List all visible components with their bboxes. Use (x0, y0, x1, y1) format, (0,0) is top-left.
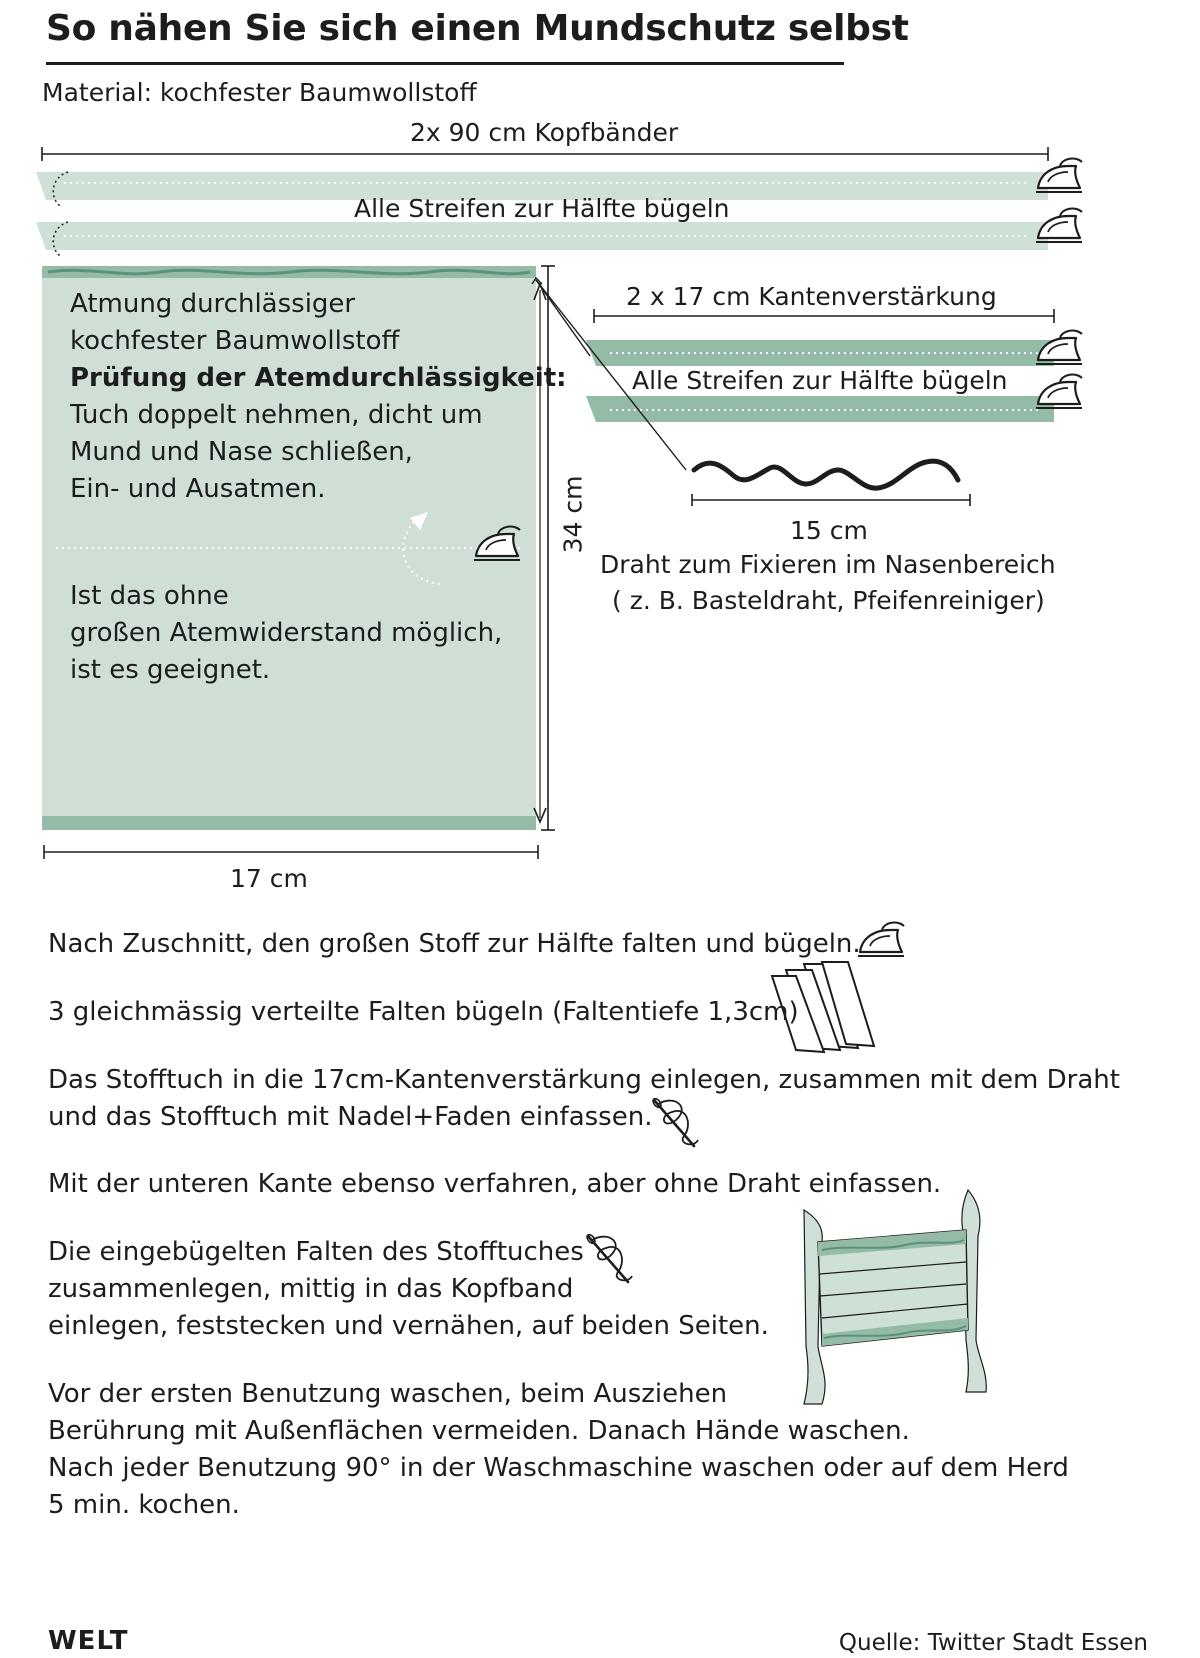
breathability-result: Ist das ohne großen Atemwiderstand möglich, ist es geeignet. (70, 581, 503, 685)
wire-icon (694, 461, 958, 488)
edge-dimension-line (594, 309, 1054, 323)
headband-iron-note: Alle Streifen zur Hälfte bügeln (354, 194, 730, 223)
iron-icon (858, 923, 904, 956)
welt-logo: WELT (48, 1626, 129, 1656)
edge-length-label: 2 x 17 cm Kantenverstärkung (626, 282, 997, 311)
step-pleats: 3 gleichmässig verteilte Falten bügeln (Faltentiefe 1,3cm) (48, 997, 799, 1027)
headband-length-label: 2x 90 cm Kopfbänder (410, 118, 679, 147)
wire-length-label: 15 cm (790, 516, 868, 545)
source-credit: Quelle: Twitter Stadt Essen (838, 1630, 1148, 1656)
headband-strip-2 (36, 222, 1048, 250)
cloth-description: Atmung durchlässiger kochfester Baumwollstoff Prüfung der Atemdurchlässigkeit: Tuch doppelt nehmen, dicht um Mund und Nase schließen, Ein- und Ausatmen. (70, 289, 567, 504)
wire-examples: ( z. B. Basteldraht, Pfeifenreiniger) (612, 586, 1045, 615)
iron-icon (1036, 375, 1082, 408)
page-title: So nähen Sie sich einen Mundschutz selbst (46, 8, 909, 49)
edge-iron-note: Alle Streifen zur Hälfte bügeln (632, 366, 1008, 395)
headband-dimension-line (42, 147, 1048, 161)
iron-icon (1036, 209, 1082, 242)
step-washing: Vor der ersten Benutzung waschen, beim Ausziehen Berührung mit Außenflächen vermeiden. Danach Hände waschen. Nach jeder Benutzung 90° in der Waschmaschine waschen oder auf dem Herd 5 min. kochen. (48, 1379, 1069, 1520)
breathability-test-title: Prüfung der Atemdurchlässigkeit: (70, 363, 567, 393)
width-label: 17 cm (230, 864, 308, 893)
mask-icon (804, 1190, 986, 1404)
height-label: 34 cm (558, 475, 588, 554)
width-dimension-line (44, 845, 538, 859)
step-fold-and-iron: Nach Zuschnitt, den großen Stoff zur Hälfte falten und bügeln. (48, 929, 861, 959)
iron-icon (1036, 331, 1082, 364)
iron-icon (1036, 159, 1082, 192)
edge-strip-2 (586, 396, 1054, 422)
material-label: Material: kochfester Baumwollstoff (42, 78, 477, 107)
wire-dimension-line (692, 494, 970, 506)
wire-description: Draht zum Fixieren im Nasenbereich (600, 550, 1056, 579)
edge-strip-1 (586, 340, 1054, 366)
step-attach-headband: Die eingebügelten Falten des Stofftuches zusammenlegen, mittig in das Kopfband einlegen, feststecken und vernähen, auf beiden Seiten. (48, 1237, 769, 1341)
step-lower-edge: Mit der unteren Kante ebenso verfahren, aber ohne Draht einfassen. (48, 1169, 942, 1199)
step-insert-edge: Das Stofftuch in die 17cm-Kantenverstärkung einlegen, zusammen mit dem Draht und das Stofftuch mit Nadel+Faden einfassen. (48, 1065, 1120, 1132)
